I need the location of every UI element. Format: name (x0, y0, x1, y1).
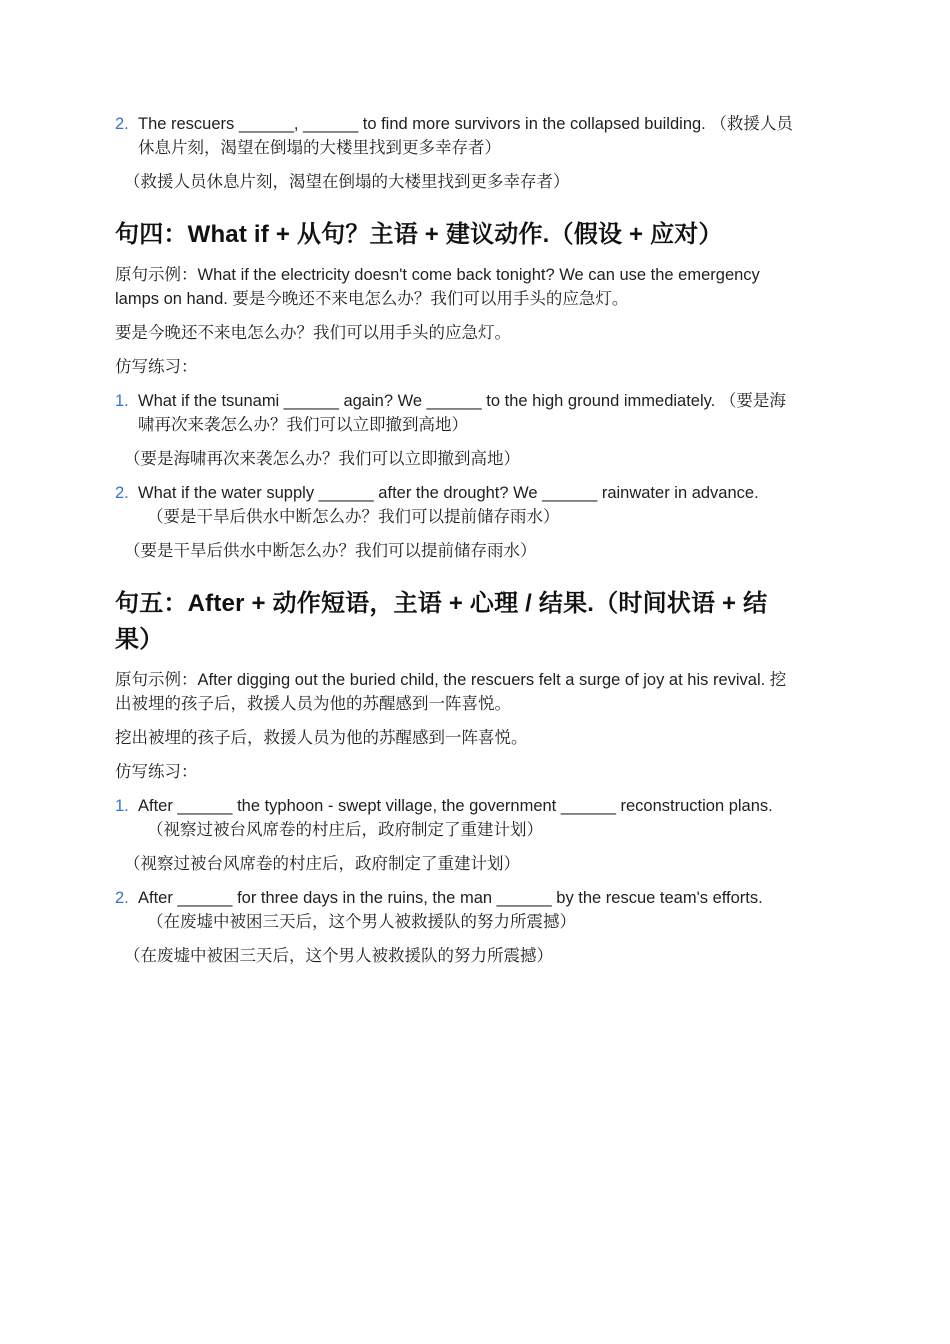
example-translation: 要是今晚还不来电怎么办？我们可以用手头的应急灯。 (115, 324, 511, 342)
section-heading-line: 果） (115, 626, 164, 653)
list-item (115, 481, 839, 529)
list-item (115, 886, 839, 934)
document-page (115, 112, 839, 968)
exercise-text-line: 休息片刻，渴望在倒塌的大楼里找到更多幸存者） (138, 139, 501, 157)
translation-line: （要是干旱后供水中断怎么办？我们可以提前储存雨水） (124, 542, 537, 560)
exercise-text-line: After ______ the typhoon - swept village, the government ______ reconstruction plans. (138, 797, 773, 815)
exercise-text-line: （在废墟中被困三天后，这个男人被救援队的努力所震撼） (147, 913, 576, 931)
list-number: 1. (115, 797, 129, 815)
list-item (115, 112, 839, 160)
example-line: 原句示例：After digging out the buried child, the rescuers felt a surge of joy at his revival. 挖 (115, 671, 787, 689)
exercise-text-line: （视察过被台风席卷的村庄后，政府制定了重建计划） (147, 821, 543, 839)
example-line: 原句示例：What if the electricity doesn't come back tonight? We can use the emergency (115, 266, 760, 284)
practice-label: 仿写练习： (115, 763, 198, 781)
translation-line: （在废墟中被困三天后，这个男人被救援队的努力所震撼） (124, 947, 553, 965)
exercise-text-line: The rescuers ______, ______ to find more survivors in the collapsed building. （救援人员 (138, 115, 793, 133)
section-heading: 句四：What if + 从句？主语 + 建议动作.（假设 + 应对） (115, 221, 723, 248)
exercise-text-line: After ______ for three days in the ruins, the man ______ by the rescue team's efforts. (138, 889, 763, 907)
exercise-text-line: What if the water supply ______ after the drought? We ______ rainwater in advance. (138, 484, 759, 502)
practice-label: 仿写练习： (115, 358, 198, 376)
list-number: 2. (115, 115, 129, 133)
translation-line: （要是海啸再次来袭怎么办？我们可以立即撤到高地） (124, 450, 520, 468)
section-heading (115, 586, 839, 658)
example-paragraph (115, 668, 839, 716)
example-line: lamps on hand. 要是今晚还不来电怎么办？我们可以用手头的应急灯。 (115, 290, 629, 308)
list-number: 1. (115, 392, 129, 410)
list-number: 2. (115, 484, 129, 502)
section-heading-line: 句五：After + 动作短语，主语 + 心理 / 结果.（时间状语 + 结 (115, 590, 768, 617)
example-translation: 挖出被埋的孩子后，救援人员为他的苏醒感到一阵喜悦。 (115, 729, 528, 747)
exercise-text-line: What if the tsunami ______ again? We ______ to the high ground immediately. （要是海 (138, 392, 786, 410)
exercise-text-line: （要是干旱后供水中断怎么办？我们可以提前储存雨水） (147, 508, 560, 526)
example-paragraph (115, 263, 839, 311)
list-item (115, 794, 839, 842)
list-number: 2. (115, 889, 129, 907)
example-line: 出被埋的孩子后，救援人员为他的苏醒感到一阵喜悦。 (115, 695, 511, 713)
translation-line: （视察过被台风席卷的村庄后，政府制定了重建计划） (124, 855, 520, 873)
translation-line: （救援人员休息片刻，渴望在倒塌的大楼里找到更多幸存者） (124, 173, 570, 191)
exercise-text-line: 啸再次来袭怎么办？我们可以立即撤到高地） (138, 416, 468, 434)
list-item (115, 389, 839, 437)
